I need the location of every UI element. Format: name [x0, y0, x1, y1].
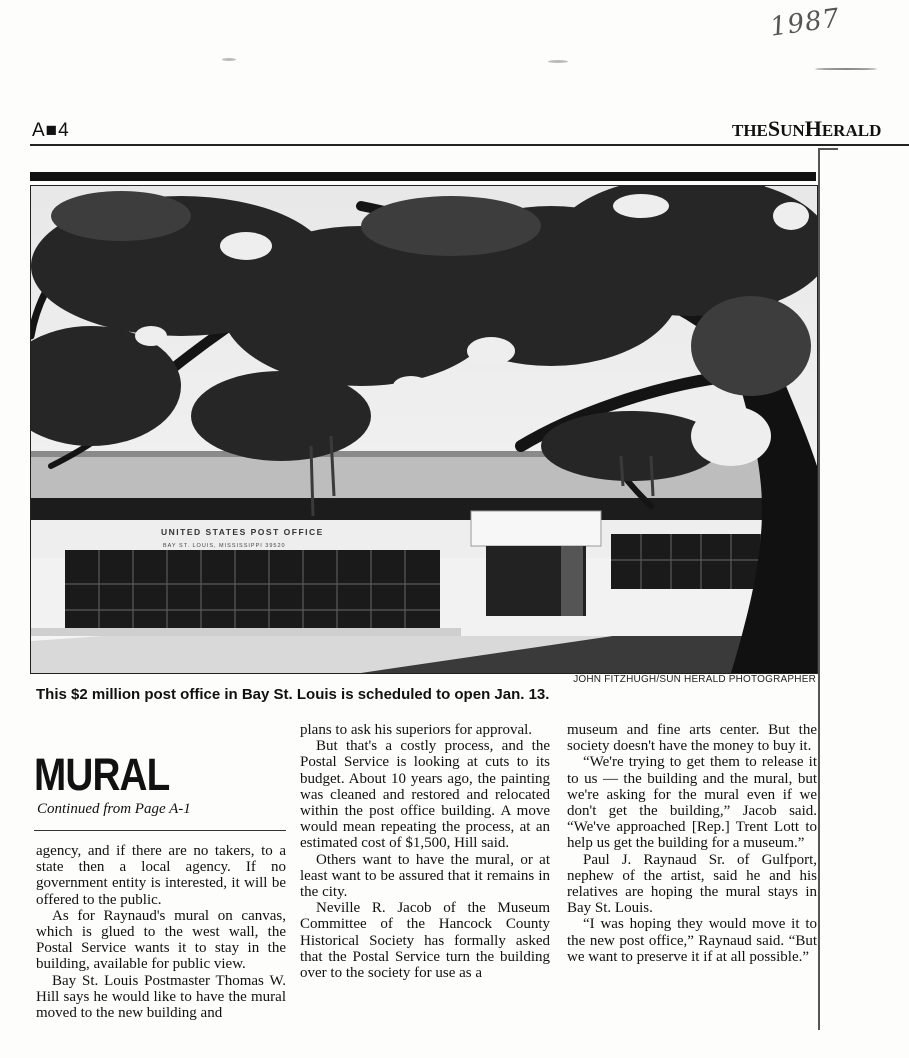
- continued-from: Continued from Page A-1: [37, 801, 191, 817]
- building-sign: UNITED STATES POST OFFICE: [161, 527, 324, 537]
- paragraph: “We're trying to get them to release it to us — the building and the mural, but we're asking for the mural even if we don't get the building,” Jacob said. “We've approached [Rep.] Trent Lott to help us get the building for a museum.”: [567, 754, 817, 852]
- paragraph: plans to ask his superiors for approval.: [300, 722, 533, 738]
- clipping-edge-top: [818, 148, 838, 150]
- paragraph: “I was hoping they would move it to the new post office,” Raynaud said. “But we want to preserve it if at all possible.”: [567, 916, 817, 965]
- building-sign-address: BAY ST. LOUIS, MISSISSIPPI 39520: [163, 543, 286, 549]
- masthead: THESUNHERALD: [732, 116, 882, 141]
- paper-mark: [815, 68, 877, 70]
- paragraph: Bay St. Louis Postmaster Thomas W. Hill says he would like to have the mural moved to the new building and: [36, 972, 286, 1022]
- article-column-1: [36, 843, 286, 1021]
- post-office-photo: [30, 185, 818, 674]
- article-column-2: [300, 722, 550, 981]
- paragraph: Neville R. Jacob of the Museum Committee of the Hancock County Historical Society has formally asked that the Postal Service turn the building over to the society for use as a: [300, 900, 550, 982]
- headline-rule: [34, 830, 286, 831]
- page-number: A■4: [32, 120, 70, 141]
- photo-top-bar: [30, 172, 816, 181]
- paragraph: But that's a costly process, and the Postal Service is looking at cuts to its budget. About 10 years ago, the painting was cleaned and restored and relocated within the post office building. A move would mean repeating the process, at an estimated cost of $1,500, Hill said.: [300, 738, 550, 852]
- paper-mark: [548, 60, 568, 63]
- header-rule: [30, 144, 909, 146]
- paragraph: Paul J. Raynaud Sr. of Gulfport, nephew of the artist, said he and his relatives are hoping the mural stays in Bay St. Louis.: [567, 851, 817, 917]
- clipping-edge: [818, 150, 820, 1030]
- paper-mark: [222, 58, 236, 61]
- paragraph: agency, and if there are no takers, to a state then a local agency. If no government entity is interested, it will be offered to the public.: [36, 843, 286, 908]
- paragraph: museum and fine arts center. But the society doesn't have the money to buy it.: [567, 722, 817, 755]
- handwritten-year: 1987: [768, 3, 842, 43]
- paragraph: Others want to have the mural, or at least want to be assured that it remains in the city.: [300, 851, 550, 901]
- article-headline: MURAL: [34, 749, 170, 800]
- article-column-3: [567, 722, 817, 965]
- photo-caption: This $2 million post office in Bay St. Louis is scheduled to open Jan. 13.: [36, 686, 550, 703]
- paragraph: As for Raynaud's mural on canvas, which is glued to the west wall, the Postal Service wants it to stay in the building, available for public view.: [36, 907, 286, 973]
- photo-credit: JOHN FITZHUGH/SUN HERALD PHOTOGRAPHER: [573, 674, 816, 685]
